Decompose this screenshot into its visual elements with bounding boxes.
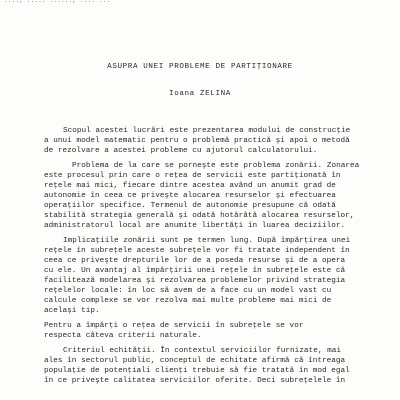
body-line: reţelelor locale: în loc să avem de a face cu un model vast cu xyxy=(44,287,332,295)
paper-author: Ioana ZELINA xyxy=(169,90,231,98)
body-line: acelaşi tip. xyxy=(44,307,100,315)
body-line: este procesul prin care o reţea de servicii este partiţionată în xyxy=(44,172,341,180)
body-line: Problema de la care se porneşte este problema zonării. Zonarea xyxy=(72,162,360,170)
body-line: Implicaţiile zonării sunt pe termen lung. După împărţirea unei xyxy=(63,237,351,245)
body-line: în ce priveşte calitatea serviciilor oferite. Deci subreţelele în xyxy=(44,377,346,385)
body-line: stabilită strategia generală şi odată hotărâtă alocarea resurselor, xyxy=(44,212,355,220)
body-line: autonomie în ceea ce priveşte alocarea resurselor şi efectuarea xyxy=(44,192,336,200)
body-line: facilitează modelarea şi rezolvarea problemelor privind strategia xyxy=(44,277,346,285)
body-line: administratorul local are anumite libertăţi în luarea deciziilor. xyxy=(44,222,346,230)
body-line: de rezolvare a acestei probleme cu ajutorul calculatorului. xyxy=(44,147,318,155)
body-line: Criteriul echităţii. În contextul serviciilor furnizate, mai xyxy=(63,347,341,355)
body-line: ales în sectorul public, conceptul de echitate afirmă că întreaga xyxy=(44,357,346,365)
body-line: ceea ce priveşte drepturile lor de a poseda resurse şi de a opera xyxy=(44,257,346,265)
header-reference: ...., ..... ......, .... ... xyxy=(4,0,111,4)
body-line: Scopul acestei lucrări este prezentarea modului de construcţie xyxy=(63,127,351,135)
body-line: respecta câteva criterii naturale. xyxy=(44,332,202,340)
body-line: Pentru a împărţi o reţea de servicii în subreţele se vor xyxy=(44,322,304,330)
body-line: populaţie de potenţiali clienţi trebuie să fie tratată în mod egal xyxy=(44,367,350,375)
body-line: cu ele. Un avantaj al împărţirii unei reţele în subreţele este că xyxy=(44,267,346,275)
body-line: calcule complexe se vor rezolva mai multe probleme mai mici de xyxy=(44,297,332,305)
body-line: operaţiilor specifice. Termenul de autonomie presupune că odată xyxy=(44,202,336,210)
body-line: reţele mai mici, fiecare dintre acestea având un anumit grad de xyxy=(44,182,336,190)
body-line: reţele în subreţele aceste subreţele vor fi tratate independent în xyxy=(44,247,350,255)
paper-title: ASUPRA UNEI PROBLEME DE PARTIŢIONARE xyxy=(107,63,293,71)
body-line: a unui model matematic pentru o problemă practică şi apoi o metodă xyxy=(44,137,350,145)
